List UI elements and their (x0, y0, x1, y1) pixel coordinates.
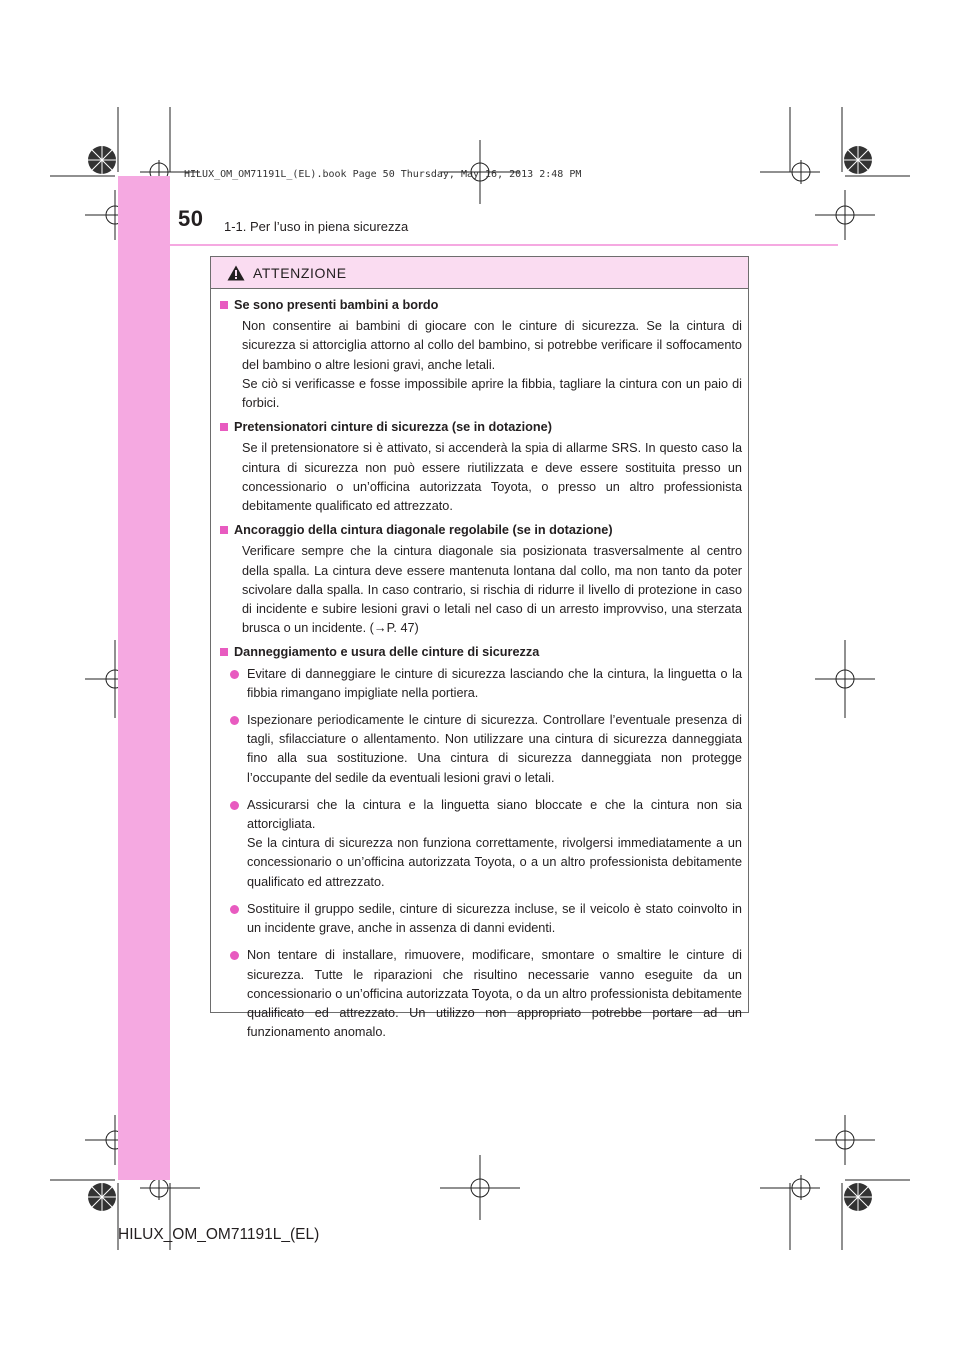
warning-triangle-icon (227, 265, 245, 281)
section-title: 1-1. Per l’uso in piena sicurezza (224, 219, 409, 234)
list-item (230, 711, 742, 788)
round-bullet-icon (230, 951, 239, 960)
chapter-side-tab (118, 176, 170, 1180)
warning-box (210, 256, 749, 1040)
round-bullet-icon (230, 670, 239, 679)
warning-header (211, 257, 748, 289)
section-pretensioners (220, 418, 742, 516)
list-item (230, 796, 742, 892)
section-heading: Ancoraggio della cintura diagonale regolabile (se in dotazione) (234, 523, 613, 538)
list-item (230, 900, 742, 938)
file-stamp: HILUX_OM_OM71191L_(EL).book Page 50 Thursday, May 16, 2013 2:48 PM (184, 169, 582, 180)
paragraph: Se ciò si verificasse e fosse impossibile aprire la fibbia, tagliare la cintura con un paio di forbici. (242, 376, 742, 411)
list-item-text: Se la cintura di sicurezza non funziona correttamente, rivolgersi immediatamente a un concessionario o un’officina autorizzata Toyota, o a un altro professionista debitamente qualificato ed attrezzato. (247, 836, 742, 889)
square-bullet-icon (220, 423, 228, 431)
paragraph: Se il pretensionatore si è attivato, si accenderà la spia di allarme SRS. In questo caso la cintura di sicurezza non può essere riutilizzata e deve essere sostituita presso un concessionario o un’officina autorizzata Toyota, o presso un altro professionista debitamente qualificato ed attrezzato. (242, 441, 742, 514)
warning-body (211, 289, 748, 1042)
page-number: 50 (178, 206, 204, 231)
document-code: HILUX_OM_OM71191L_(EL) (118, 1226, 320, 1243)
list-item (230, 665, 742, 703)
list-item-text: Sostituire il gruppo sedile, cinture di sicurezza incluse, se il veicolo è stato coinvolto in un incidente grave, anche in assenza di danni evidenti. (247, 901, 742, 936)
section-heading: Se sono presenti bambini a bordo (234, 298, 439, 312)
warning-title: ATTENZIONE (253, 264, 347, 281)
list-item-text: Ispezionare periodicamente le cinture di sicurezza. Controllare l’eventuale presenza di tagli, sfilacciature o allentamento. Non utilizzare una cintura di sicurezza danneggiata fino alla sua sostituzione. Una cintura di sicurezza danneggiata non protegge l’occupante del sedile da eventuali lesioni gravi o letali. (247, 713, 742, 785)
list-item-text: Evitare di danneggiare le cinture di sicurezza lasciando che la cintura, la linguetta o la fibbia rimangano impigliate nella portiera. (247, 666, 742, 700)
round-bullet-icon (230, 905, 239, 914)
round-bullet-icon (230, 801, 239, 810)
list-item-text: Assicurarsi che la cintura e la linguetta siano bloccate e che la cintura non sia attorcigliata. (247, 797, 742, 832)
square-bullet-icon (220, 526, 228, 534)
square-bullet-icon (220, 648, 228, 656)
section-shoulder-anchor (220, 521, 742, 638)
section-heading: Danneggiamento e usura delle cinture di sicurezza (234, 645, 540, 660)
section-belt-damage (220, 643, 742, 1042)
square-bullet-icon (220, 301, 228, 309)
header-rule (118, 244, 838, 246)
list-item (230, 946, 742, 1042)
paragraph: Verificare sempre che la cintura diagonale sia posizionata trasversalmente al centro della spalla. La cintura deve essere mantenuta lontana dal collo, ma non tanto da poter scivolare dalla spalla. In caso contrario, si rischia di ridurre il livello di protezione in caso di incidente e subire lesioni gravi o letali nel caso di un arresto improvviso, una sterzata brusca o un incidente. (→P. 47) (242, 544, 742, 636)
section-children-on-board (220, 296, 742, 413)
list-item-text: Non tentare di installare, rimuovere, modificare, smontare o smaltire le cinture di sicurezza. Tutte le riparazioni che risultino necessarie vanno eseguite da un concessionario o un’officina autorizzata Toyota, o da un altro professionista debitamente qualificato ed attrezzato. Un utilizzo non appropriato potrebbe portare ad un funzionamento anomalo. (247, 948, 742, 1040)
round-bullet-icon (230, 716, 239, 725)
section-heading: Pretensionatori cinture di sicurezza (se in dotazione) (234, 420, 552, 435)
paragraph: Non consentire ai bambini di giocare con le cinture di sicurezza. Se la cintura di sicurezza si attorciglia attorno al collo del bambino, si potrebbe verificare il soffocamento del bambino o altre lesioni gravi, anche letali. (242, 319, 742, 372)
